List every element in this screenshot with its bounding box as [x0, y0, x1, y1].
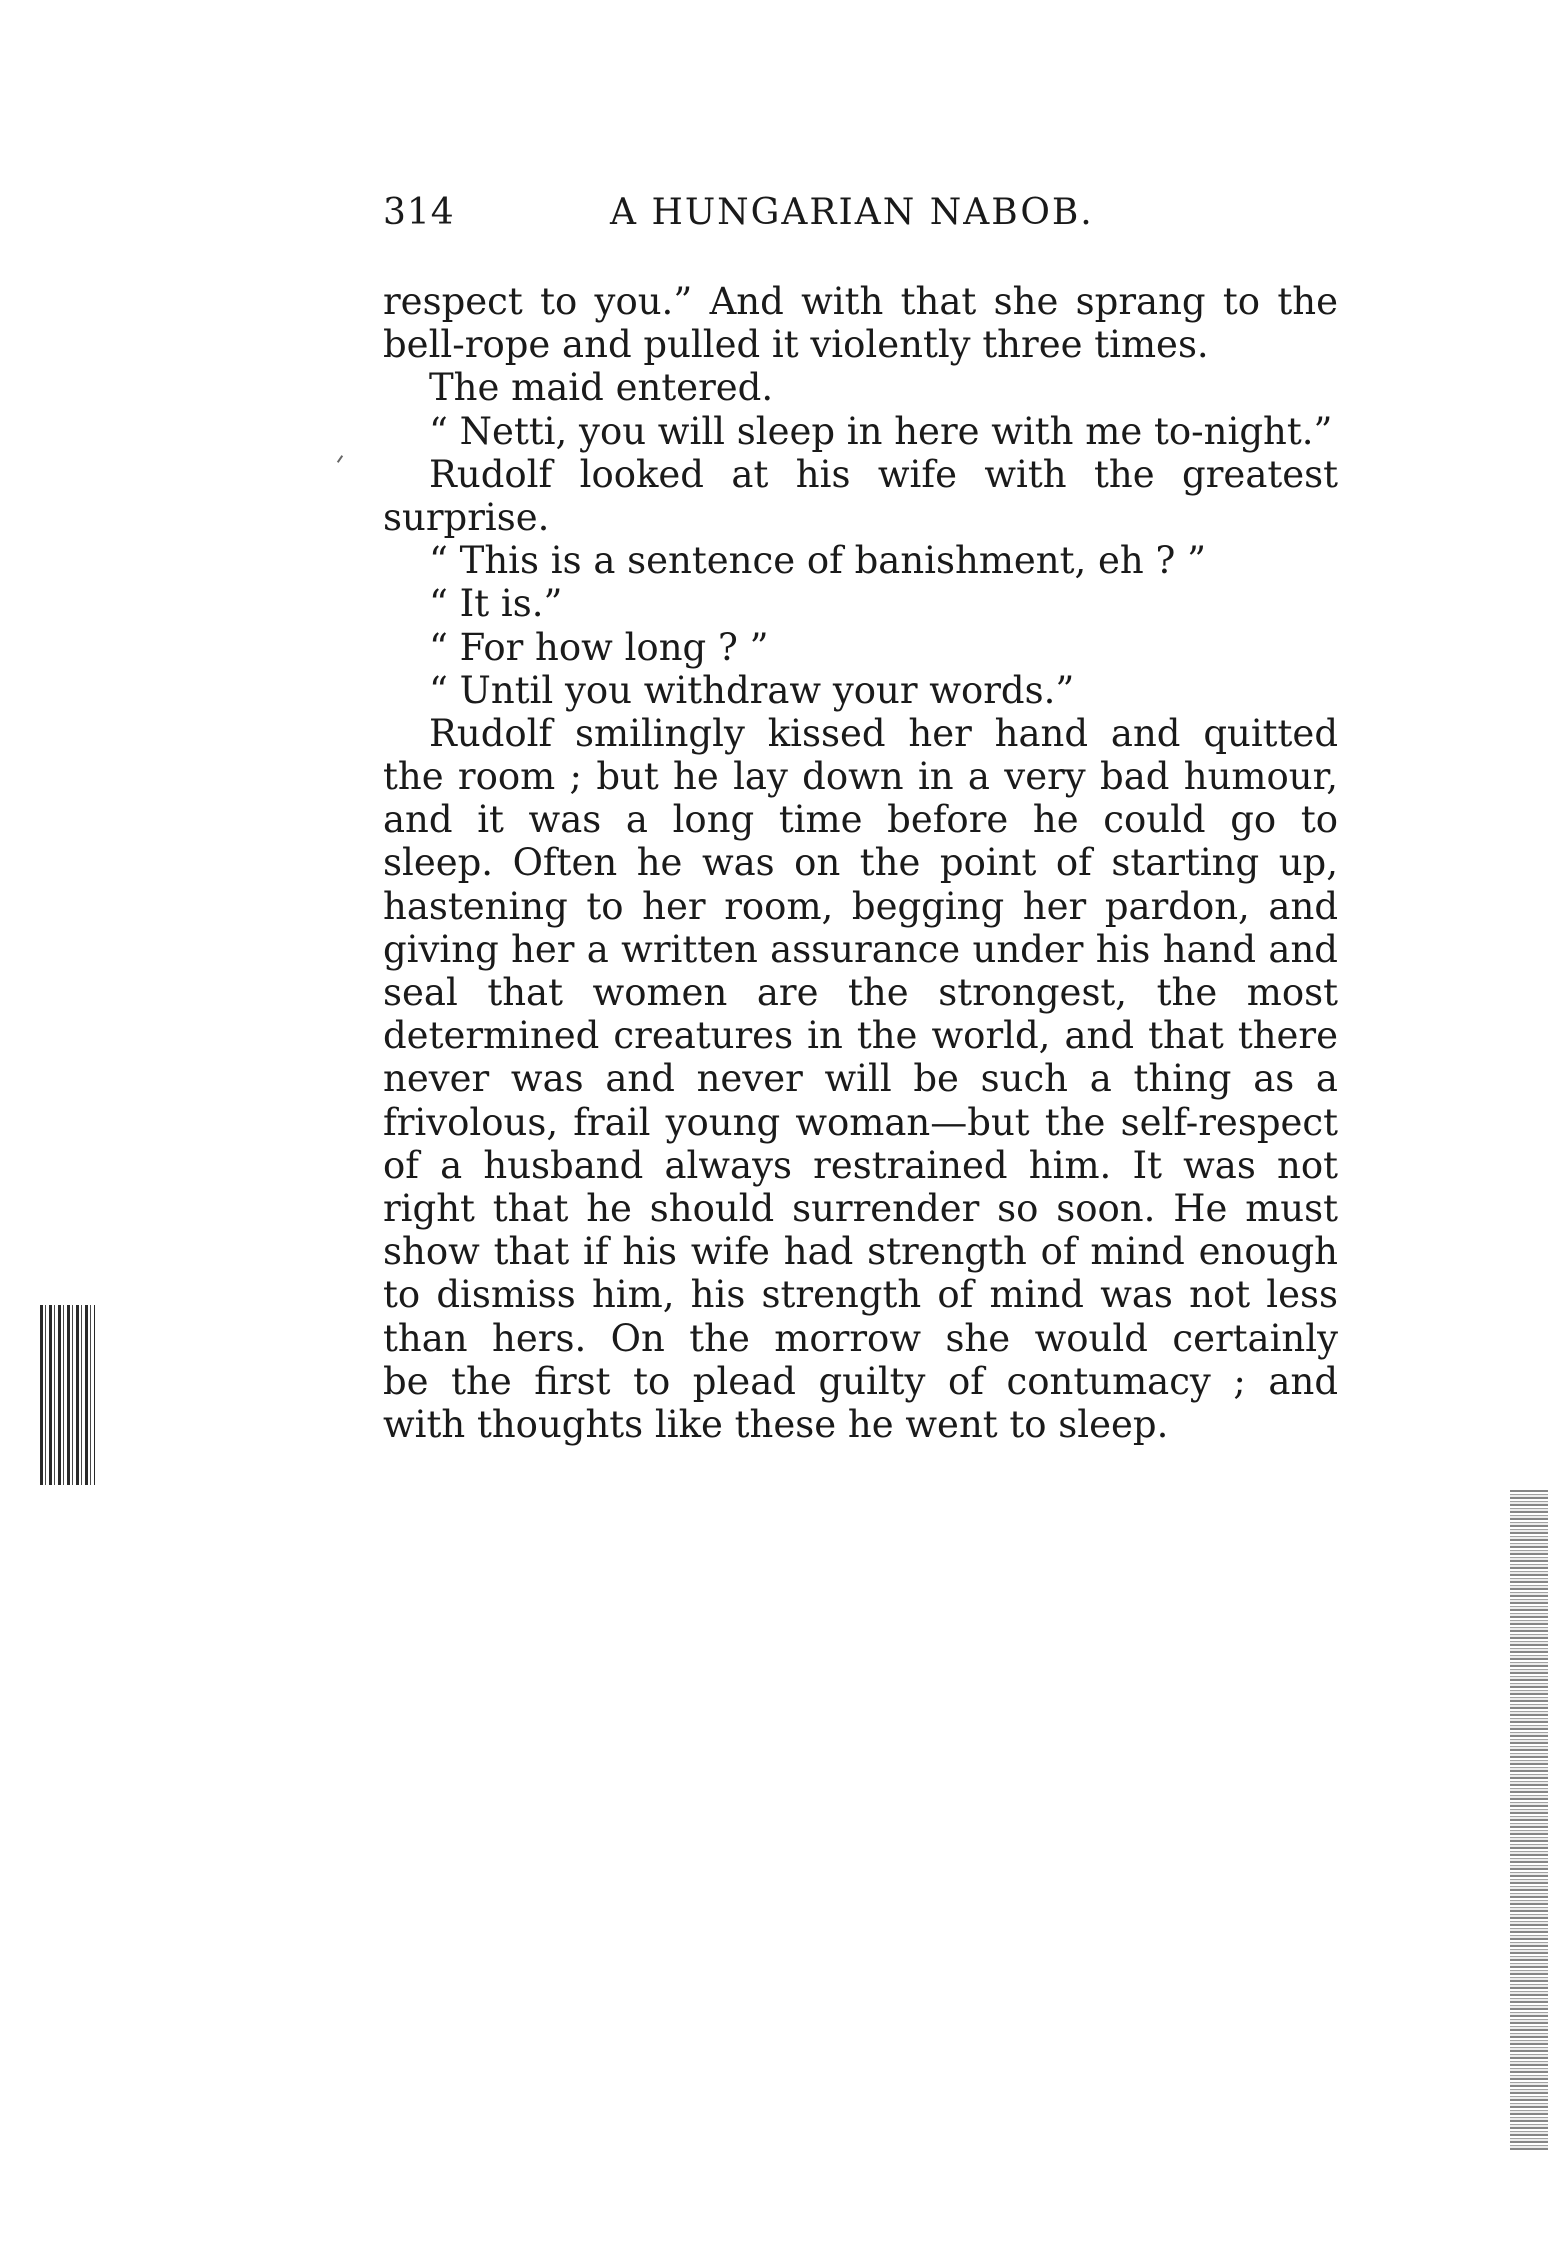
page-header: [383, 192, 1338, 242]
text-line: “ Netti, you will sleep in here with me to-night.”: [429, 409, 1333, 453]
text-line: right that he should surrender so soon. He must: [383, 1186, 1338, 1230]
text-line: surprise.: [383, 495, 550, 539]
text-line: “ Until you withdraw your words.”: [429, 668, 1075, 712]
text-line: respect to you.” And with that she sprang to the: [383, 280, 1338, 323]
text-line: and it was a long time before he could go to: [383, 798, 1338, 842]
text-line: “ For how long ? ”: [429, 625, 769, 669]
text-line: seal that women are the strongest, the most: [383, 971, 1338, 1014]
scan-artifact-left: [40, 1305, 95, 1485]
text-line: never was and never will be such a thing as a: [383, 1057, 1338, 1101]
text-line: be the first to plead guilty of contumacy ; and: [383, 1359, 1338, 1403]
text-line: show that if his wife had strength of mind enough: [383, 1230, 1338, 1274]
text-line: the room ; but he lay down in a very bad humour,: [383, 755, 1338, 799]
running-title: A HUNGARIAN NABOB.: [610, 192, 1094, 233]
text-line: The maid entered.: [429, 366, 774, 410]
text-line: than hers. On the morrow she would certainly: [383, 1316, 1338, 1360]
stray-ink-mark: [337, 455, 343, 463]
scan-artifact-right: [1510, 1490, 1548, 2150]
text-line: frivolous, frail young woman—but the self-respect: [383, 1100, 1338, 1144]
page-number: 314: [383, 192, 455, 233]
text-line: determined creatures in the world, and that there: [383, 1014, 1338, 1058]
body-text: [383, 280, 1338, 1446]
text-line: hastening to her room, begging her pardon, and: [383, 884, 1338, 928]
text-line: with thoughts like these he went to sleep.: [383, 1402, 1169, 1446]
text-line: “ It is.”: [429, 582, 563, 626]
text-line: giving her a written assurance under his hand and: [383, 927, 1338, 971]
text-line: of a husband always restrained him. It was not: [383, 1143, 1338, 1187]
text-line: Rudolf smilingly kissed her hand and quitted: [429, 711, 1338, 755]
text-line: sleep. Often he was on the point of starting up,: [383, 841, 1338, 885]
text-line: “ This is a sentence of banishment, eh ? ”: [429, 539, 1207, 583]
text-line: to dismiss him, his strength of mind was not less: [383, 1273, 1338, 1317]
text-line: Rudolf looked at his wife with the greatest: [429, 452, 1338, 496]
text-line: bell-rope and pulled it violently three times.: [383, 323, 1209, 367]
